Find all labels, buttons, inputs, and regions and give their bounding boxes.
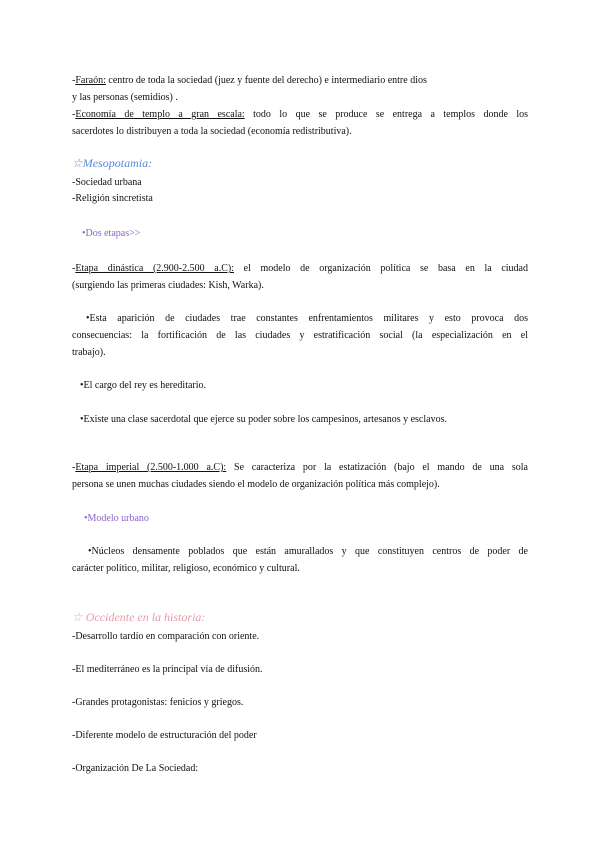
occidente-item-1: -Desarrollo tardío en comparación con oriente. (72, 631, 260, 642)
imperial-line-2: persona se unen muchas ciudades siendo el modelo de organización política más complejo). (72, 479, 440, 490)
ciudades-line-1: •Esta aparición de ciudades trae constantes enfrentamientos militares y esto provoca dos (86, 313, 528, 324)
dinastica-line-2: (surgiendo las primeras ciudades: Kish, Warka). (72, 280, 264, 291)
nucleos-line-2: carácter político, militar, religioso, económico y cultural. (72, 563, 300, 574)
mesopotamia-heading: ☆Mesopotamia: (72, 156, 153, 170)
mesopotamia-item-1: -Sociedad urbana (72, 177, 142, 188)
mesopotamia-item-2: -Religión sincretista (72, 193, 153, 204)
ciudades-line-3: trabajo). (72, 347, 106, 358)
economia-text-1: todo lo que se produce se entrega a templos donde los (244, 109, 529, 120)
dinastica-text-1: el modelo de organización política se basa en la ciudad (233, 263, 528, 274)
faraon-line-2: y las personas (semidios) . (72, 92, 178, 103)
occidente-item-4: -Diferente modelo de estructuración del poder (72, 730, 257, 741)
nucleos-line-1: •Núcleos densamente poblados que están amurallados y que constituyen centros de poder de (88, 546, 528, 557)
rey-bullet: •El cargo del rey es hereditario. (80, 380, 207, 391)
occidente-item-5: -Organización De La Sociedad: (72, 763, 199, 774)
faraon-text-1: centro de toda la sociedad (juez y fuente del derecho) e intermediario entre dios (105, 75, 427, 86)
occidente-item-3: -Grandes protagonistas: fenicios y griegos. (72, 697, 244, 708)
dinastica-label: Etapa dinástica (2.900-2.500 a.C): (75, 263, 234, 274)
imperial-text-1: Se caracteriza por la estatización (bajo el mando de una sola (226, 462, 528, 473)
imperial-label: Etapa imperial (2.500-1.000 a.C): (75, 462, 227, 473)
occidente-item-2: -El mediterráneo es la principal vía de difusión. (72, 664, 263, 675)
economia-line-1: -Economía de templo a gran escala: todo lo que se produce se entrega a templos donde los (72, 109, 529, 120)
dos-etapas-bullet: •Dos etapas>> (82, 228, 141, 239)
clase-bullet: •Existe una clase sacerdotal que ejerce su poder sobre los campesinos, artesanos y esclavos. (80, 414, 447, 425)
economia-line-2: sacerdotes lo distribuyen a toda la sociedad (economía redistributiva). (72, 126, 352, 137)
ciudades-line-2: consecuencias: la fortificación de las ciudades y estratificación social (la especialización en el (72, 330, 528, 341)
imperial-line-1: -Etapa imperial (2.500-1.000 a.C): Se caracteriza por la estatización (bajo el mando de una sola (72, 462, 528, 473)
economia-label: Economía de templo a gran escala: (75, 109, 245, 120)
faraon-line-1: -Faraón: centro de toda la sociedad (juez y fuente del derecho) e intermediario entre dios (72, 75, 427, 86)
occidente-heading: ☆ Occidente en la historia: (72, 610, 206, 624)
faraon-label: Faraón: (75, 75, 106, 86)
modelo-urbano-bullet: •Modelo urbano (84, 513, 149, 524)
dinastica-line-1: -Etapa dinástica (2.900-2.500 a.C): el modelo de organización política se basa en la ciudad (72, 263, 528, 274)
